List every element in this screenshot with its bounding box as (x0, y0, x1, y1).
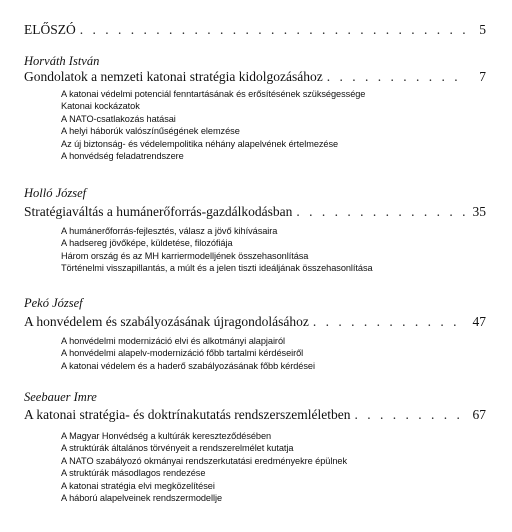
subsection-list (61, 430, 347, 504)
toc-page-number: 67 (472, 407, 486, 422)
toc-entry-section[interactable] (24, 204, 486, 220)
subsection-item: A struktúrák másodlagos rendezése (61, 468, 206, 479)
subsection-item: A NATO-csatlakozás hatásai (61, 113, 176, 124)
dot-leader (355, 407, 467, 423)
toc-page-number: 5 (479, 22, 486, 37)
dot-leader (313, 314, 466, 330)
subsection-item: Katonai kockázatok (61, 101, 140, 112)
dot-leader (327, 69, 466, 85)
subsection-list (61, 88, 365, 162)
subsection-item: Az új biztonság- és védelempolitika néhány alapelvének értelmezése (61, 138, 339, 149)
toc-title: Gondolatok a nemzeti katonai stratégia kidolgozásához (24, 69, 323, 84)
section-author: Horváth István (24, 54, 100, 68)
subsection-item: A honvédelmi alapelv-modernizáció főbb tartalmi kérdéseiről (61, 348, 304, 359)
subsection-item: A katonai védelem és a haderő szabályozásának főbb kérdései (61, 360, 315, 371)
dot-leader (80, 22, 466, 38)
subsection-item: A honvédelmi modernizáció elvi és alkotmányi alapjairól (61, 336, 285, 346)
toc-title: A katonai stratégia- és doktrínakutatás rendszerszemléletben (24, 407, 351, 422)
subsection-item: A Magyar Honvédség a kultúrák kereszteződésében (61, 431, 272, 441)
dot-leader (296, 204, 466, 220)
toc-page-number: 35 (472, 204, 486, 219)
toc-entry-section[interactable] (24, 314, 486, 330)
toc-entry-preface[interactable] (24, 22, 486, 38)
toc-title: ELŐSZÓ (24, 22, 76, 37)
toc-entry-section[interactable] (24, 69, 486, 85)
section-author: Holló József (24, 186, 87, 200)
toc-entry-section[interactable] (24, 407, 486, 423)
subsection-item: A hadsereg jövőképe, küldetése, filozófiája (61, 238, 233, 249)
subsection-item: Három ország és az MH karriermodelljének összehasonlítása (61, 250, 309, 261)
subsection-item: A honvédség feladatrendszere (61, 150, 184, 161)
subsection-item: A NATO szabályozó okmányai rendszerkutatási eredményekre épülnek (61, 455, 348, 466)
subsection-item: A helyi háborúk valószínűségének elemzése (61, 126, 240, 137)
toc-page-number: 7 (479, 69, 486, 84)
subsection-item: Történelmi visszapillantás, a múlt és a jelen tiszti ideáljának összehasonlítása (61, 263, 373, 274)
toc-page-number: 47 (472, 314, 486, 329)
subsection-list (61, 335, 315, 372)
subsection-item: A háború alapelveinek rendszermodellje (61, 492, 223, 503)
subsection-item: A katonai védelmi potenciál fenntartásának és erősítésének szükségessége (61, 89, 366, 99)
subsection-item: A struktúrák általános törvényeit a rendszerelmélet kutatja (61, 443, 294, 454)
toc-title: A honvédelem és szabályozásának újragondolásához (24, 314, 309, 329)
subsection-list (61, 225, 373, 275)
section-author: Seebauer Imre (24, 390, 97, 404)
section-author: Pekó József (24, 296, 83, 310)
subsection-item: A katonai stratégia elvi megközelítései (61, 480, 215, 491)
toc-title: Stratégiaváltás a humánerőforrás-gazdálkodásban (24, 204, 293, 219)
subsection-item: A humánerőforrás-fejlesztés, válasz a jövő kihívásaira (61, 226, 278, 236)
